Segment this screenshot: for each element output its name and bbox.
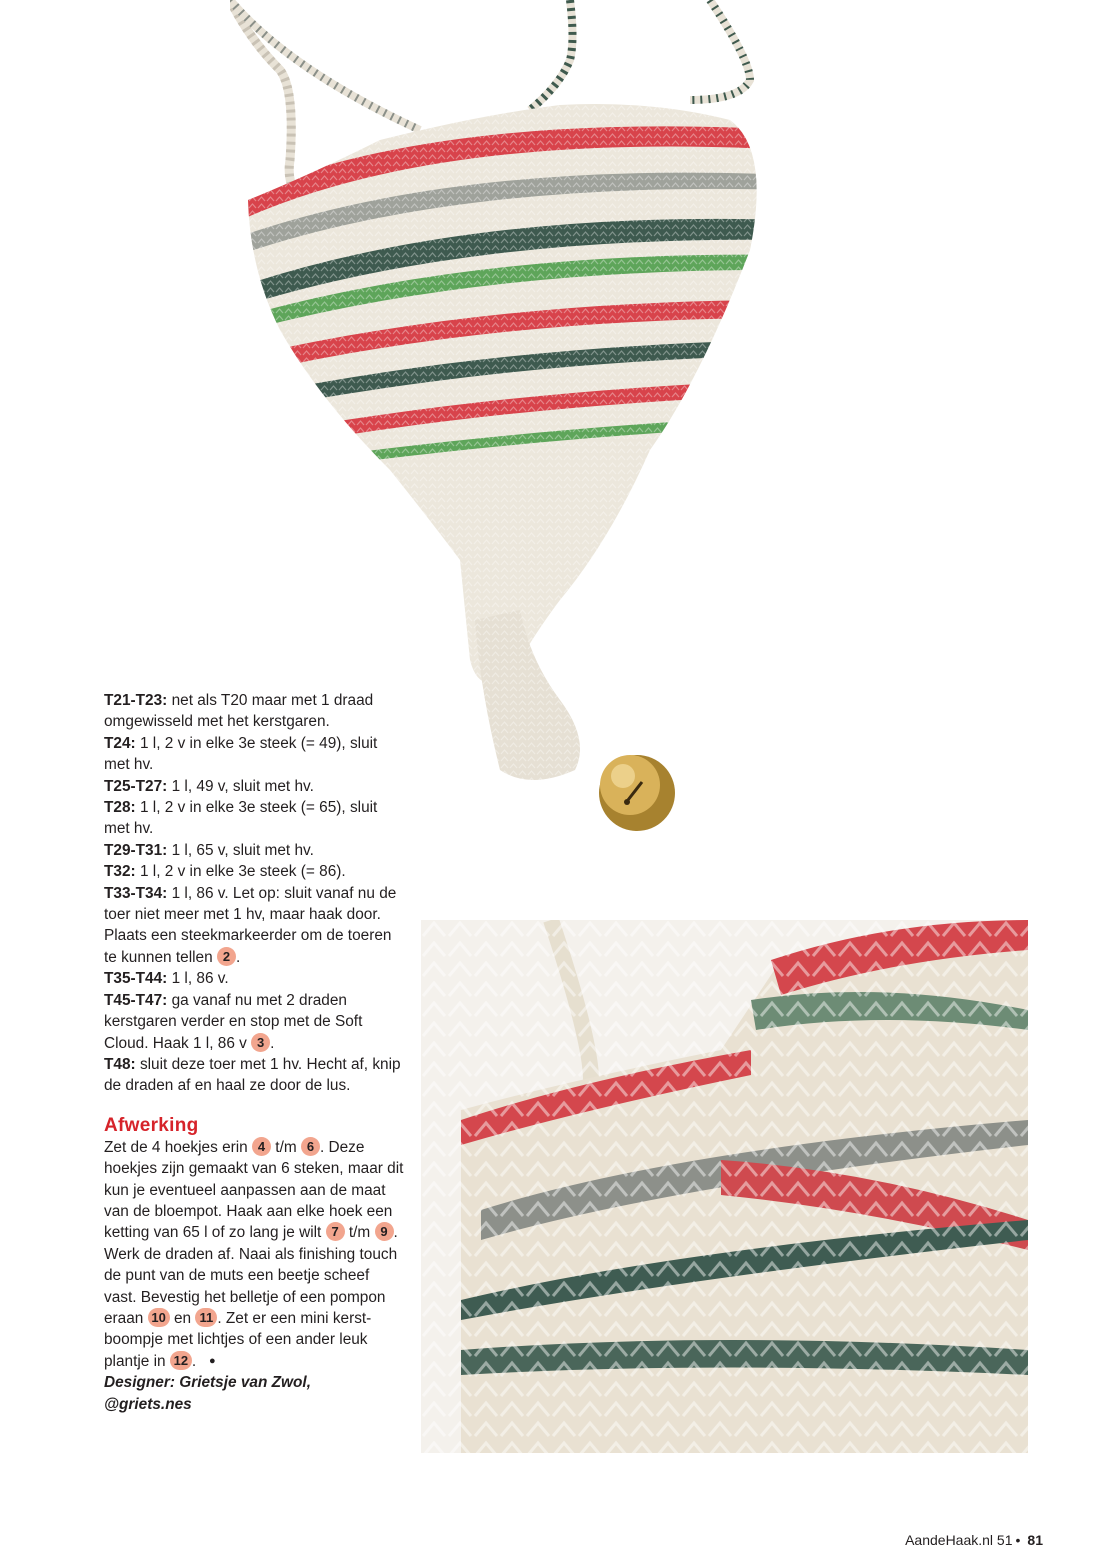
row-t25-t27 [104, 776, 404, 797]
row-text: 1 l, 2 v in elke 3e steek (= 49), sluit met hv. [104, 734, 378, 774]
paragraph-text: t/m [348, 1224, 371, 1242]
row-label: T21-T23: [104, 692, 168, 709]
row-text: sluit deze toer met 1 hv. Hecht af, knip de draden af en haal ze door de lus. [104, 1055, 401, 1095]
paragraph-text: . [191, 1352, 197, 1370]
step-badge: 7 [326, 1222, 345, 1241]
step-badge: 6 [301, 1137, 320, 1156]
stitch-closeup-illustration [421, 920, 1028, 1453]
designer-name: Designer: Grietsje van Zwol, [104, 1374, 311, 1392]
row-text: net als T20 maar met 1 draad omgewisseld met het kerstgaren. [104, 692, 374, 731]
row-t28 [104, 797, 404, 840]
step-badge: 12 [170, 1351, 192, 1370]
row-t21-t23 [104, 690, 404, 733]
step-badge: 3 [251, 1033, 270, 1052]
row-text: 1 l, 86 v. [171, 970, 229, 988]
footer-site: AandeHaak.nl 51 [905, 1532, 1013, 1548]
row-label: T29-T31: [104, 841, 168, 859]
row-text: 1 l, 65 v, sluit met hv. [171, 841, 314, 859]
bell-icon [599, 755, 675, 831]
row-t32 [104, 861, 404, 882]
step-badge: 11 [195, 1308, 217, 1327]
photo-stitch-closeup [421, 920, 1028, 1453]
pattern-instructions [104, 690, 404, 1415]
row-label: T25-T27: [104, 777, 168, 795]
paragraph-text: . Zet er een mini kerst-boompje met lichtjes of een ander leuk plantje in [104, 1309, 372, 1370]
step-badge: 10 [148, 1308, 170, 1327]
designer-credit [104, 1372, 404, 1415]
row-label: T28: [104, 799, 136, 817]
paragraph-text: . Werk de draden af. Naai als finishing touch de punt van de muts een beetje scheef vast. Bevestig het belletje of een pompon eraan [104, 1224, 398, 1327]
row-t29-t31 [104, 840, 404, 861]
row-label: T48: [104, 1055, 136, 1073]
row-t24 [104, 733, 404, 776]
punctuation: . [235, 948, 241, 966]
row-label: T24: [104, 734, 136, 752]
row-text: 1 l, 86 v. Let op: sluit vanaf nu de toer niet meer met 1 hv, maar haak door. Plaats een steekmarkeerder om de toeren te kunnen tellen [104, 884, 397, 966]
row-label: T32: [104, 863, 136, 881]
designer-handle: @griets.nes [104, 1395, 192, 1413]
row-label: T33-T34: [104, 884, 168, 902]
section-heading-afwerking: Afwerking [104, 1114, 199, 1136]
row-t33-t34 [104, 883, 404, 969]
page-number: 81 [1027, 1532, 1043, 1548]
step-badge: 9 [375, 1222, 394, 1241]
step-badge: 4 [252, 1137, 271, 1156]
paragraph-text: en [173, 1309, 192, 1327]
row-text: ga vanaf nu met 2 draden kerstgaren verder en stop met de Soft Cloud. Haak 1 l, 86 v [104, 991, 363, 1052]
paragraph-text: t/m [275, 1138, 297, 1156]
row-t45-t47 [104, 990, 404, 1054]
paragraph-text: . Deze hoekjes zijn gemaakt van 6 steken, maar dit kun je eventueel aanpassen aan de maat van de bloempot. Haak aan elke hoek een ketting van 65 l of zo lang je wilt [104, 1138, 404, 1242]
row-text: 1 l, 49 v, sluit met hv. [171, 777, 314, 795]
afwerking-paragraph [104, 1137, 404, 1372]
row-t35-t44 [104, 968, 404, 989]
paragraph-text: Zet de 4 hoekjes erin [104, 1138, 248, 1156]
end-bullet-icon: ● [209, 1354, 216, 1367]
footer-bullet: • [1015, 1532, 1021, 1548]
row-text: 1 l, 2 v in elke 3e steek (= 65), sluit met hv. [104, 799, 378, 838]
row-text: 1 l, 2 v in elke 3e steek (= 86). [139, 863, 346, 881]
row-t48 [104, 1054, 404, 1097]
step-badge: 2 [217, 947, 236, 966]
page-footer [905, 1532, 1043, 1548]
punctuation: . [270, 1034, 275, 1052]
row-label: T45-T47: [104, 991, 168, 1009]
row-label: T35-T44: [104, 970, 168, 988]
